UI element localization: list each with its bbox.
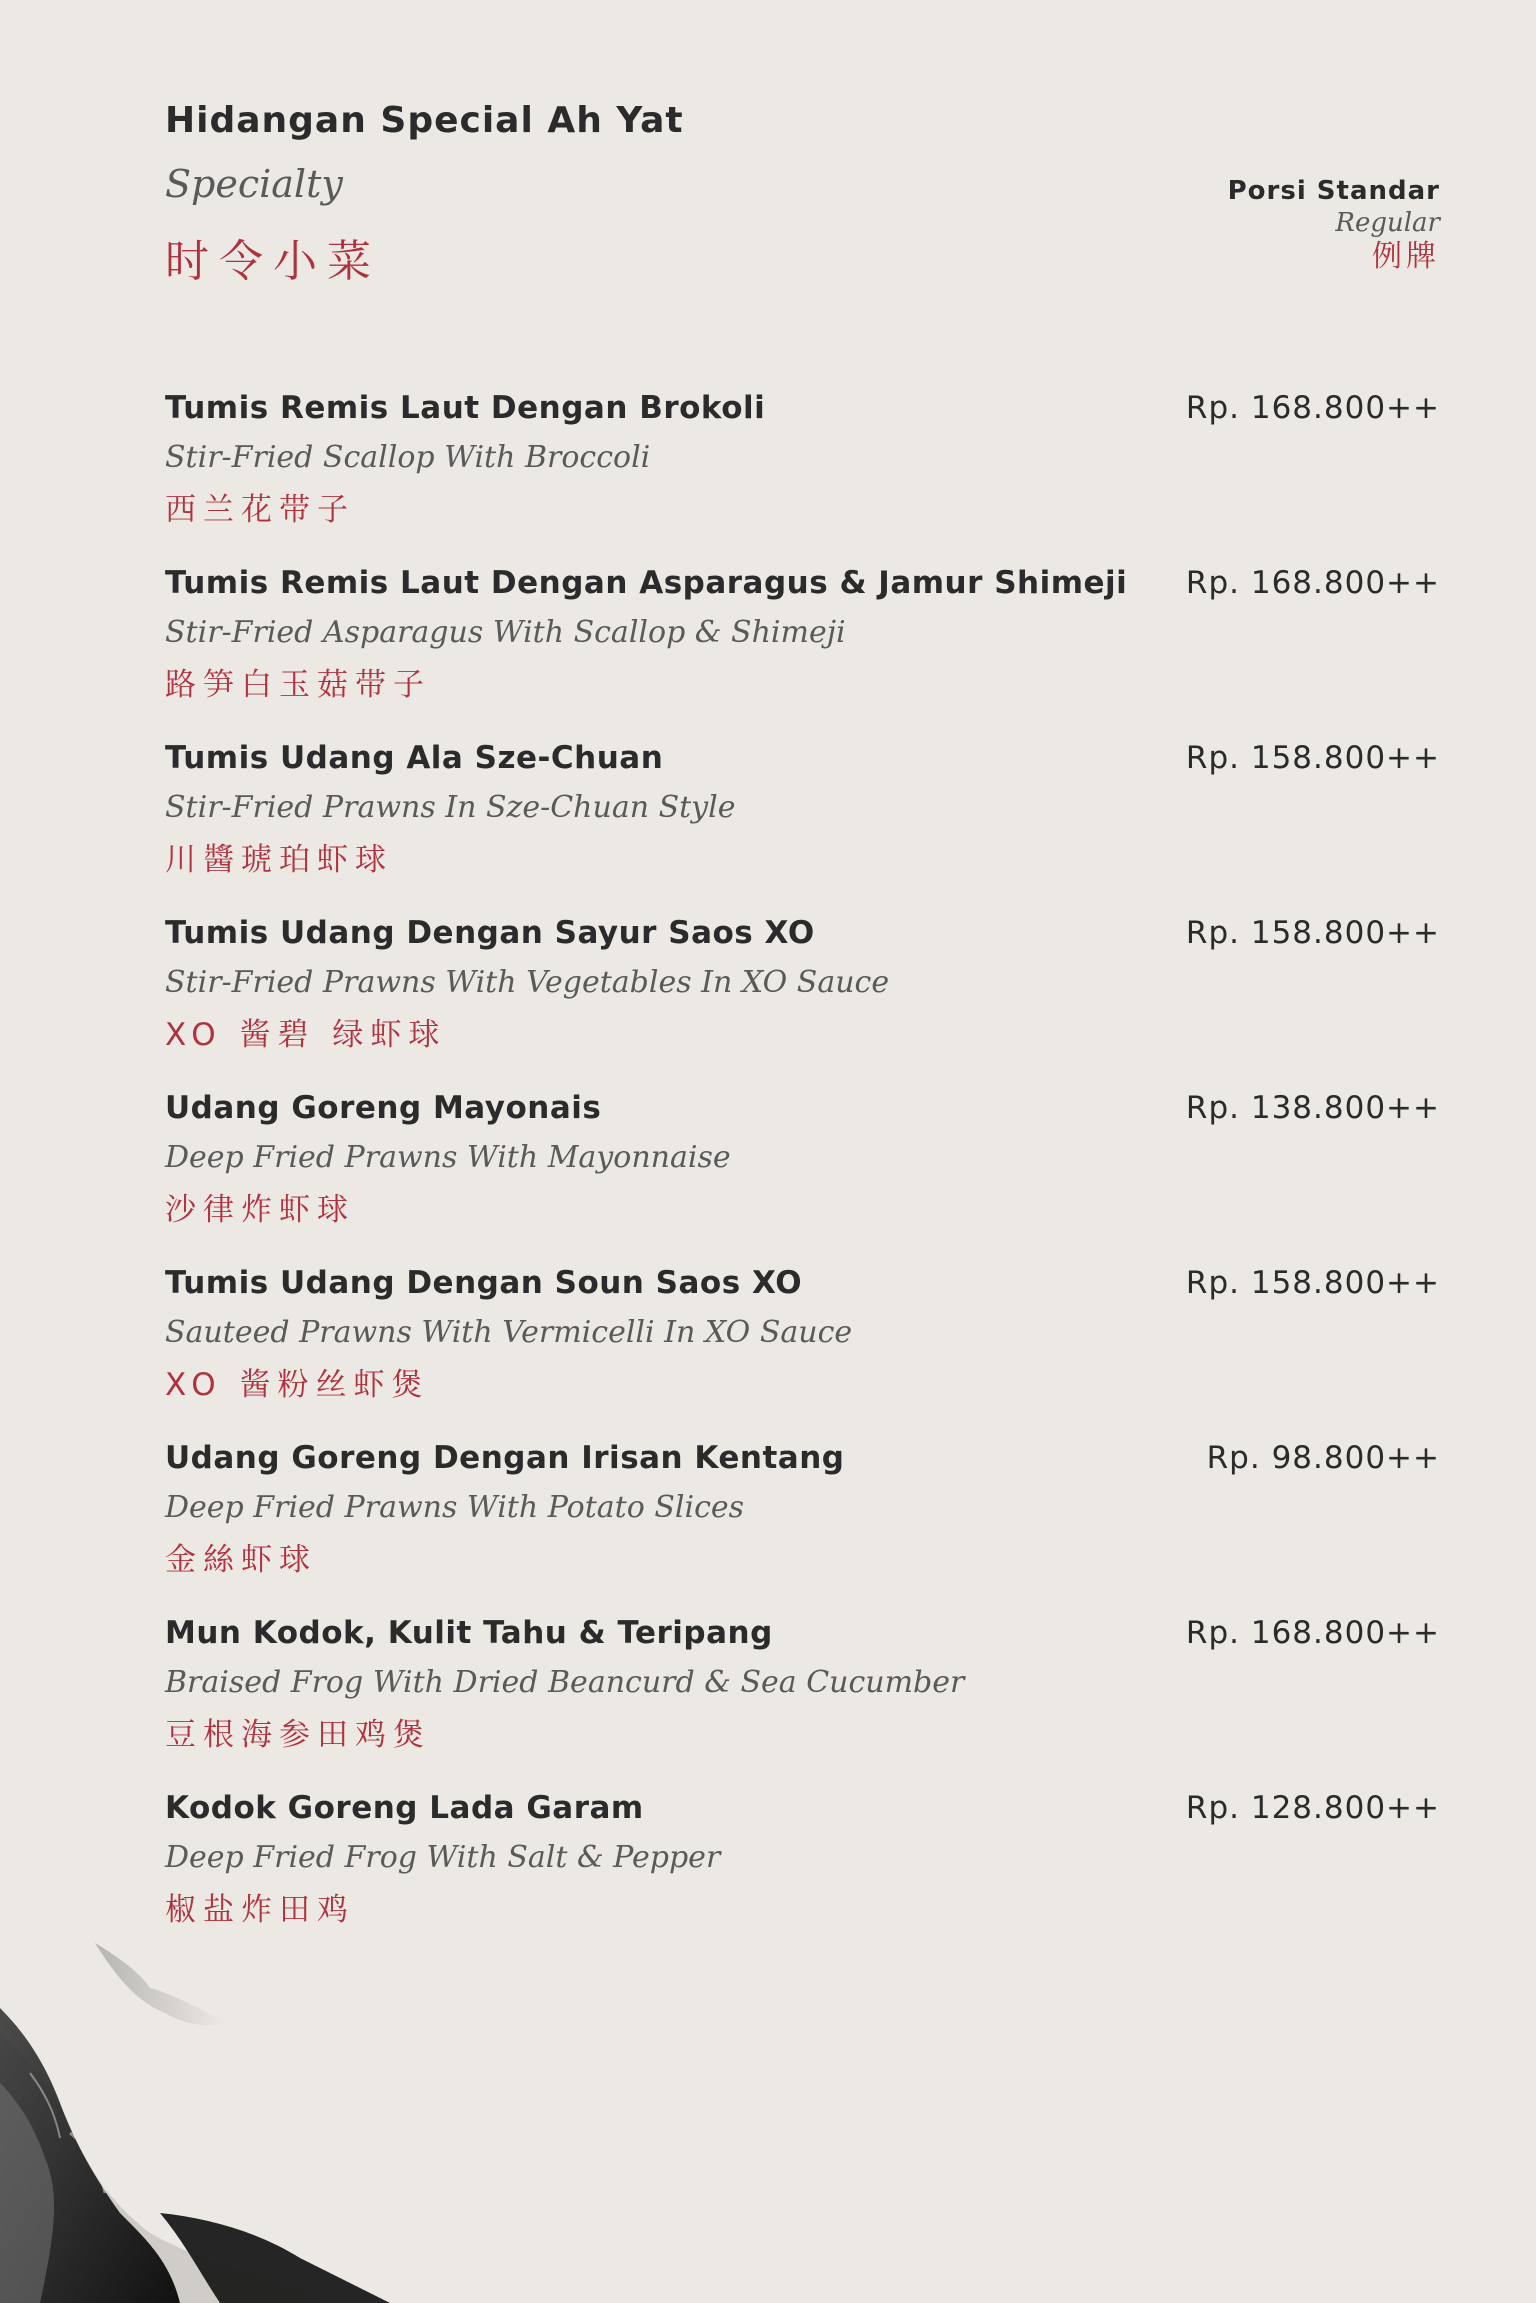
item-name: Tumis Udang Ala Sze-Chuan — [165, 740, 664, 776]
menu-item — [165, 1263, 1440, 1438]
section-header — [165, 100, 1440, 300]
item-chinese: 路笋白玉菇带子 — [165, 667, 431, 703]
item-chinese: 西兰花带子 — [165, 492, 355, 528]
item-price: Rp. 168.800++ — [1185, 390, 1440, 426]
item-name: Tumis Udang Dengan Sayur Saos XO — [165, 915, 815, 951]
section-chinese-title: 时令小菜 — [165, 236, 381, 287]
item-price: Rp. 158.800++ — [1185, 915, 1440, 951]
item-name: Tumis Udang Dengan Soun Saos XO — [165, 1265, 803, 1301]
menu-list — [165, 388, 1440, 1963]
item-english: Braised Frog With Dried Beancurd & Sea Cucumber — [165, 1665, 965, 1700]
item-english: Stir-Fried Prawns In Sze-Chuan Style — [165, 790, 736, 825]
item-english: Deep Fried Frog With Salt & Pepper — [165, 1840, 721, 1875]
item-name: Udang Goreng Mayonais — [165, 1090, 602, 1126]
item-chinese: 椒盐炸田鸡 — [165, 1892, 355, 1928]
menu-item — [165, 563, 1440, 738]
item-name: Mun Kodok, Kulit Tahu & Teripang — [165, 1615, 773, 1651]
portion-chinese: 例牌 — [1372, 239, 1440, 274]
item-chinese: 川醬琥珀虾球 — [165, 842, 393, 878]
section-subtitle: Specialty — [165, 162, 343, 206]
menu-item — [165, 913, 1440, 1088]
item-name: Tumis Remis Laut Dengan Asparagus & Jamur Shimeji — [165, 565, 1128, 601]
item-price: Rp. 158.800++ — [1185, 1265, 1440, 1301]
item-price: Rp. 168.800++ — [1185, 1615, 1440, 1651]
ink-brush-decoration — [0, 1913, 420, 2303]
menu-item — [165, 388, 1440, 563]
item-english: Deep Fried Prawns With Mayonnaise — [165, 1140, 731, 1175]
item-chinese: 豆根海参田鸡煲 — [165, 1717, 431, 1753]
item-price: Rp. 168.800++ — [1185, 565, 1440, 601]
portion-title: Porsi Standar — [1227, 176, 1440, 206]
item-name: Udang Goreng Dengan Irisan Kentang — [165, 1440, 845, 1476]
item-english: Stir-Fried Prawns With Vegetables In XO Sauce — [165, 965, 890, 1000]
item-english: Deep Fried Prawns With Potato Slices — [165, 1490, 745, 1525]
item-chinese: XO 酱粉丝虾煲 — [165, 1367, 430, 1403]
item-price: Rp. 128.800++ — [1185, 1790, 1440, 1826]
menu-item — [165, 1438, 1440, 1613]
item-price: Rp. 138.800++ — [1185, 1090, 1440, 1126]
item-chinese: XO 酱碧 绿虾球 — [165, 1017, 447, 1053]
menu-item — [165, 1613, 1440, 1788]
item-price: Rp. 158.800++ — [1185, 740, 1440, 776]
item-english: Stir-Fried Scallop With Broccoli — [165, 440, 651, 475]
menu-item — [165, 1088, 1440, 1263]
portion-column-header — [1228, 175, 1440, 275]
portion-subtitle: Regular — [1335, 208, 1440, 238]
item-chinese: 金絲虾球 — [165, 1542, 317, 1578]
item-chinese: 沙律炸虾球 — [165, 1192, 355, 1228]
section-title: Hidangan Special Ah Yat — [165, 100, 684, 141]
item-price: Rp. 98.800++ — [1206, 1440, 1440, 1476]
item-name: Tumis Remis Laut Dengan Brokoli — [165, 390, 766, 426]
item-english: Stir-Fried Asparagus With Scallop & Shimeji — [165, 615, 846, 650]
menu-item — [165, 738, 1440, 913]
item-name: Kodok Goreng Lada Garam — [165, 1790, 644, 1826]
item-english: Sauteed Prawns With Vermicelli In XO Sauce — [165, 1315, 853, 1350]
